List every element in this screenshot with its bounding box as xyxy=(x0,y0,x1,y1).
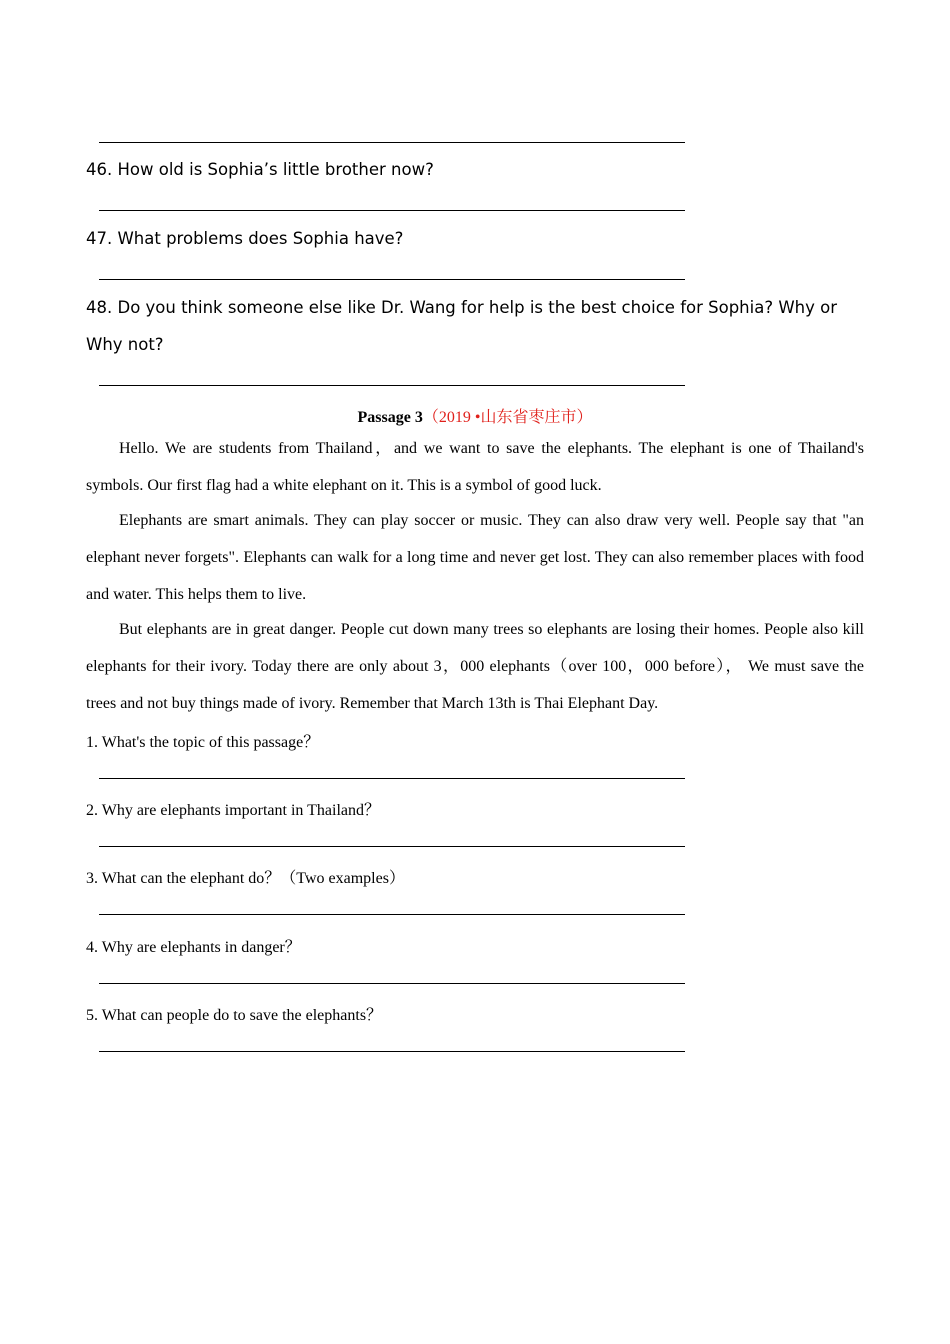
passage-paragraph-3: But elephants are in great danger. People cut down many trees so elephants are losing their homes. People also kill elephants for their ivory. Today there are only about 3，000 elephants（over 100，000 before）， We must save the trees and not buy things made of ivory. Remember that March 13th is Thai Elephant Day. xyxy=(86,621,864,712)
passage-paragraph-1: Hello. We are students from Thailand，and we want to save the elephants. The elephant is one of Thailand's symbols. Our first flag had a white elephant on it. This is a symbol of good luck. xyxy=(86,440,864,494)
answer-line[interactable] xyxy=(99,279,685,280)
question-47: 47. What problems does Sophia have? xyxy=(86,229,404,248)
answer-line[interactable] xyxy=(99,385,685,386)
answer-line[interactable] xyxy=(99,1051,685,1052)
passage-question-1: 1. What's the topic of this passage？ xyxy=(86,734,320,751)
passage-question-4: 4. Why are elephants in danger？ xyxy=(86,939,301,956)
answer-line[interactable] xyxy=(99,846,685,847)
passage-heading xyxy=(0,404,950,427)
passage-question-5: 5. What can people do to save the elephants？ xyxy=(86,1007,383,1024)
passage-paragraph-2: Elephants are smart animals. They can play soccer or music. They can also draw very well. People say that "an elephant never forgets". Elephants can walk for a long time and never get lost. They can also remember places with food and water. This helps them to live. xyxy=(86,512,864,603)
passage-title: Passage 3 xyxy=(357,409,423,426)
question-46: 46. How old is Sophia’s little brother now? xyxy=(86,160,434,179)
answer-line[interactable] xyxy=(99,914,685,915)
passage-question-2: 2. Why are elephants important in Thailand？ xyxy=(86,802,381,819)
answer-line[interactable] xyxy=(99,778,685,779)
answer-line[interactable] xyxy=(99,142,685,143)
answer-line[interactable] xyxy=(99,983,685,984)
passage-source: （2019 •山东省枣庄市） xyxy=(422,409,593,426)
answer-line[interactable] xyxy=(99,210,685,211)
question-48: 48. Do you think someone else like Dr. Wang for help is the best choice for Sophia? Why or Why not? xyxy=(86,298,837,354)
passage-question-3: 3. What can the elephant do？（Two examples） xyxy=(86,870,405,887)
